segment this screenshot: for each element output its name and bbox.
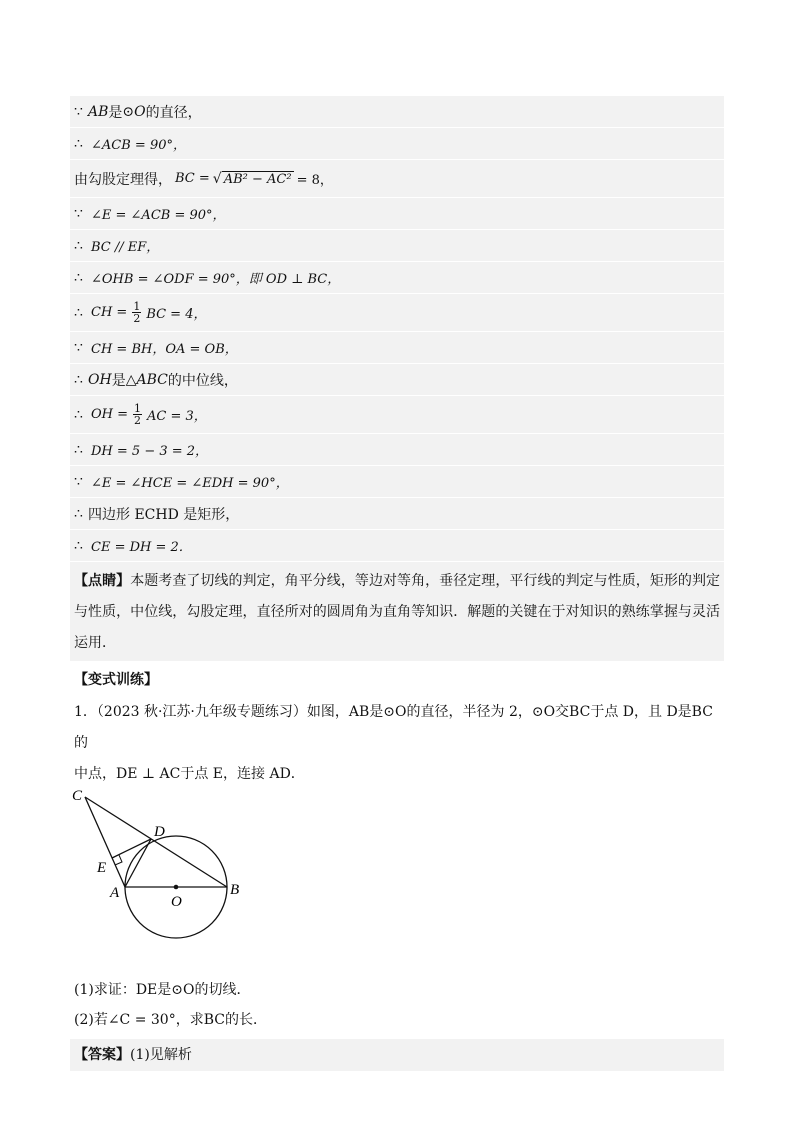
training-title: 【变式训练】: [74, 672, 158, 688]
problem-statement: 1．（2023 秋·江苏·九年级专题练习）如图，AB是⊙O的直径，半径为 2，⊙O交BC于点 D，且 D是BC的 中点，DE ⊥ AC于点 E，连接 AD．: [74, 704, 713, 782]
center-point: [174, 885, 179, 890]
document-page: [70, 96, 724, 1071]
sqrt-expression: √ AB² − AC²: [212, 170, 292, 187]
segment-ad: [125, 839, 151, 887]
solution-line-14: ∴ CE = DH = 2．: [70, 530, 724, 562]
label-a: A: [110, 885, 120, 901]
circle-diagram: [70, 790, 270, 975]
geometry-figure: [70, 790, 724, 975]
answer-text: (1)见解析: [130, 1047, 192, 1063]
comment-text: 本题考查了切线的判定，角平分线，等边对等角，垂径定理，平行线的判定与性质，矩形的判定与性质，中位线，勾股定理，直径所对的圆周角为直角等知识．解题的关键在于对知识的熟练掌握与灵活运用．: [74, 573, 721, 651]
answer-label: 【答案】: [74, 1047, 130, 1063]
label-b: B: [230, 882, 240, 898]
comment-label: 【点睛】: [74, 573, 131, 589]
solution-line-10: ∴ OH = $\frac{1}{2}$ AC = 3，: [70, 396, 724, 434]
solution-block: [70, 96, 724, 661]
label-c: C: [72, 790, 83, 804]
fraction: $\frac{1}{2}$: [134, 402, 142, 427]
label-d: D: [154, 824, 165, 840]
solution-line-11: ∴ DH = 5 − 3 = 2，: [70, 434, 724, 466]
solution-line-7: ∴ CH = $\frac{1}{2}$ BC = 4，: [70, 294, 724, 332]
label-o: O: [171, 894, 182, 910]
solution-line-1: ∵ AB 是 ⊙O 的直径，: [70, 96, 724, 128]
solution-line-3: 由勾股定理得， BC = √ AB² − AC² = 8，: [70, 160, 724, 198]
therefore-symbol: ∴: [74, 135, 83, 152]
solution-line-4: ∵ ∠E = ∠ACB = 90°，: [70, 198, 724, 230]
question-2: (2)若∠C = 30°，求BC的长．: [74, 1012, 267, 1028]
question-1: (1)求证：DE是⊙O的切线．: [74, 982, 251, 998]
answer-row: [70, 1039, 724, 1071]
fraction: $\frac{1}{2}$: [133, 300, 141, 325]
solution-line-8: ∵ CH = BH，OA = OB，: [70, 332, 724, 364]
comment-paragraph: [70, 562, 724, 661]
solution-line-9: ∴ OH 是 △ABC 的中位线，: [70, 364, 724, 396]
label-e: E: [97, 860, 107, 876]
segment-cb: [85, 797, 227, 887]
solution-line-12: ∵ ∠E = ∠HCE = ∠EDH = 90°，: [70, 466, 724, 498]
solution-line-13: ∴ 四边形 ECHD 是矩形，: [70, 498, 724, 530]
solution-line-5: ∴ BC // EF，: [70, 230, 724, 262]
because-symbol: ∵: [74, 103, 83, 120]
solution-line-6: ∴ ∠OHB = ∠ODF = 90°，即 OD ⊥ BC，: [70, 262, 724, 294]
solution-line-2: ∴ ∠ACB = 90°，: [70, 128, 724, 160]
